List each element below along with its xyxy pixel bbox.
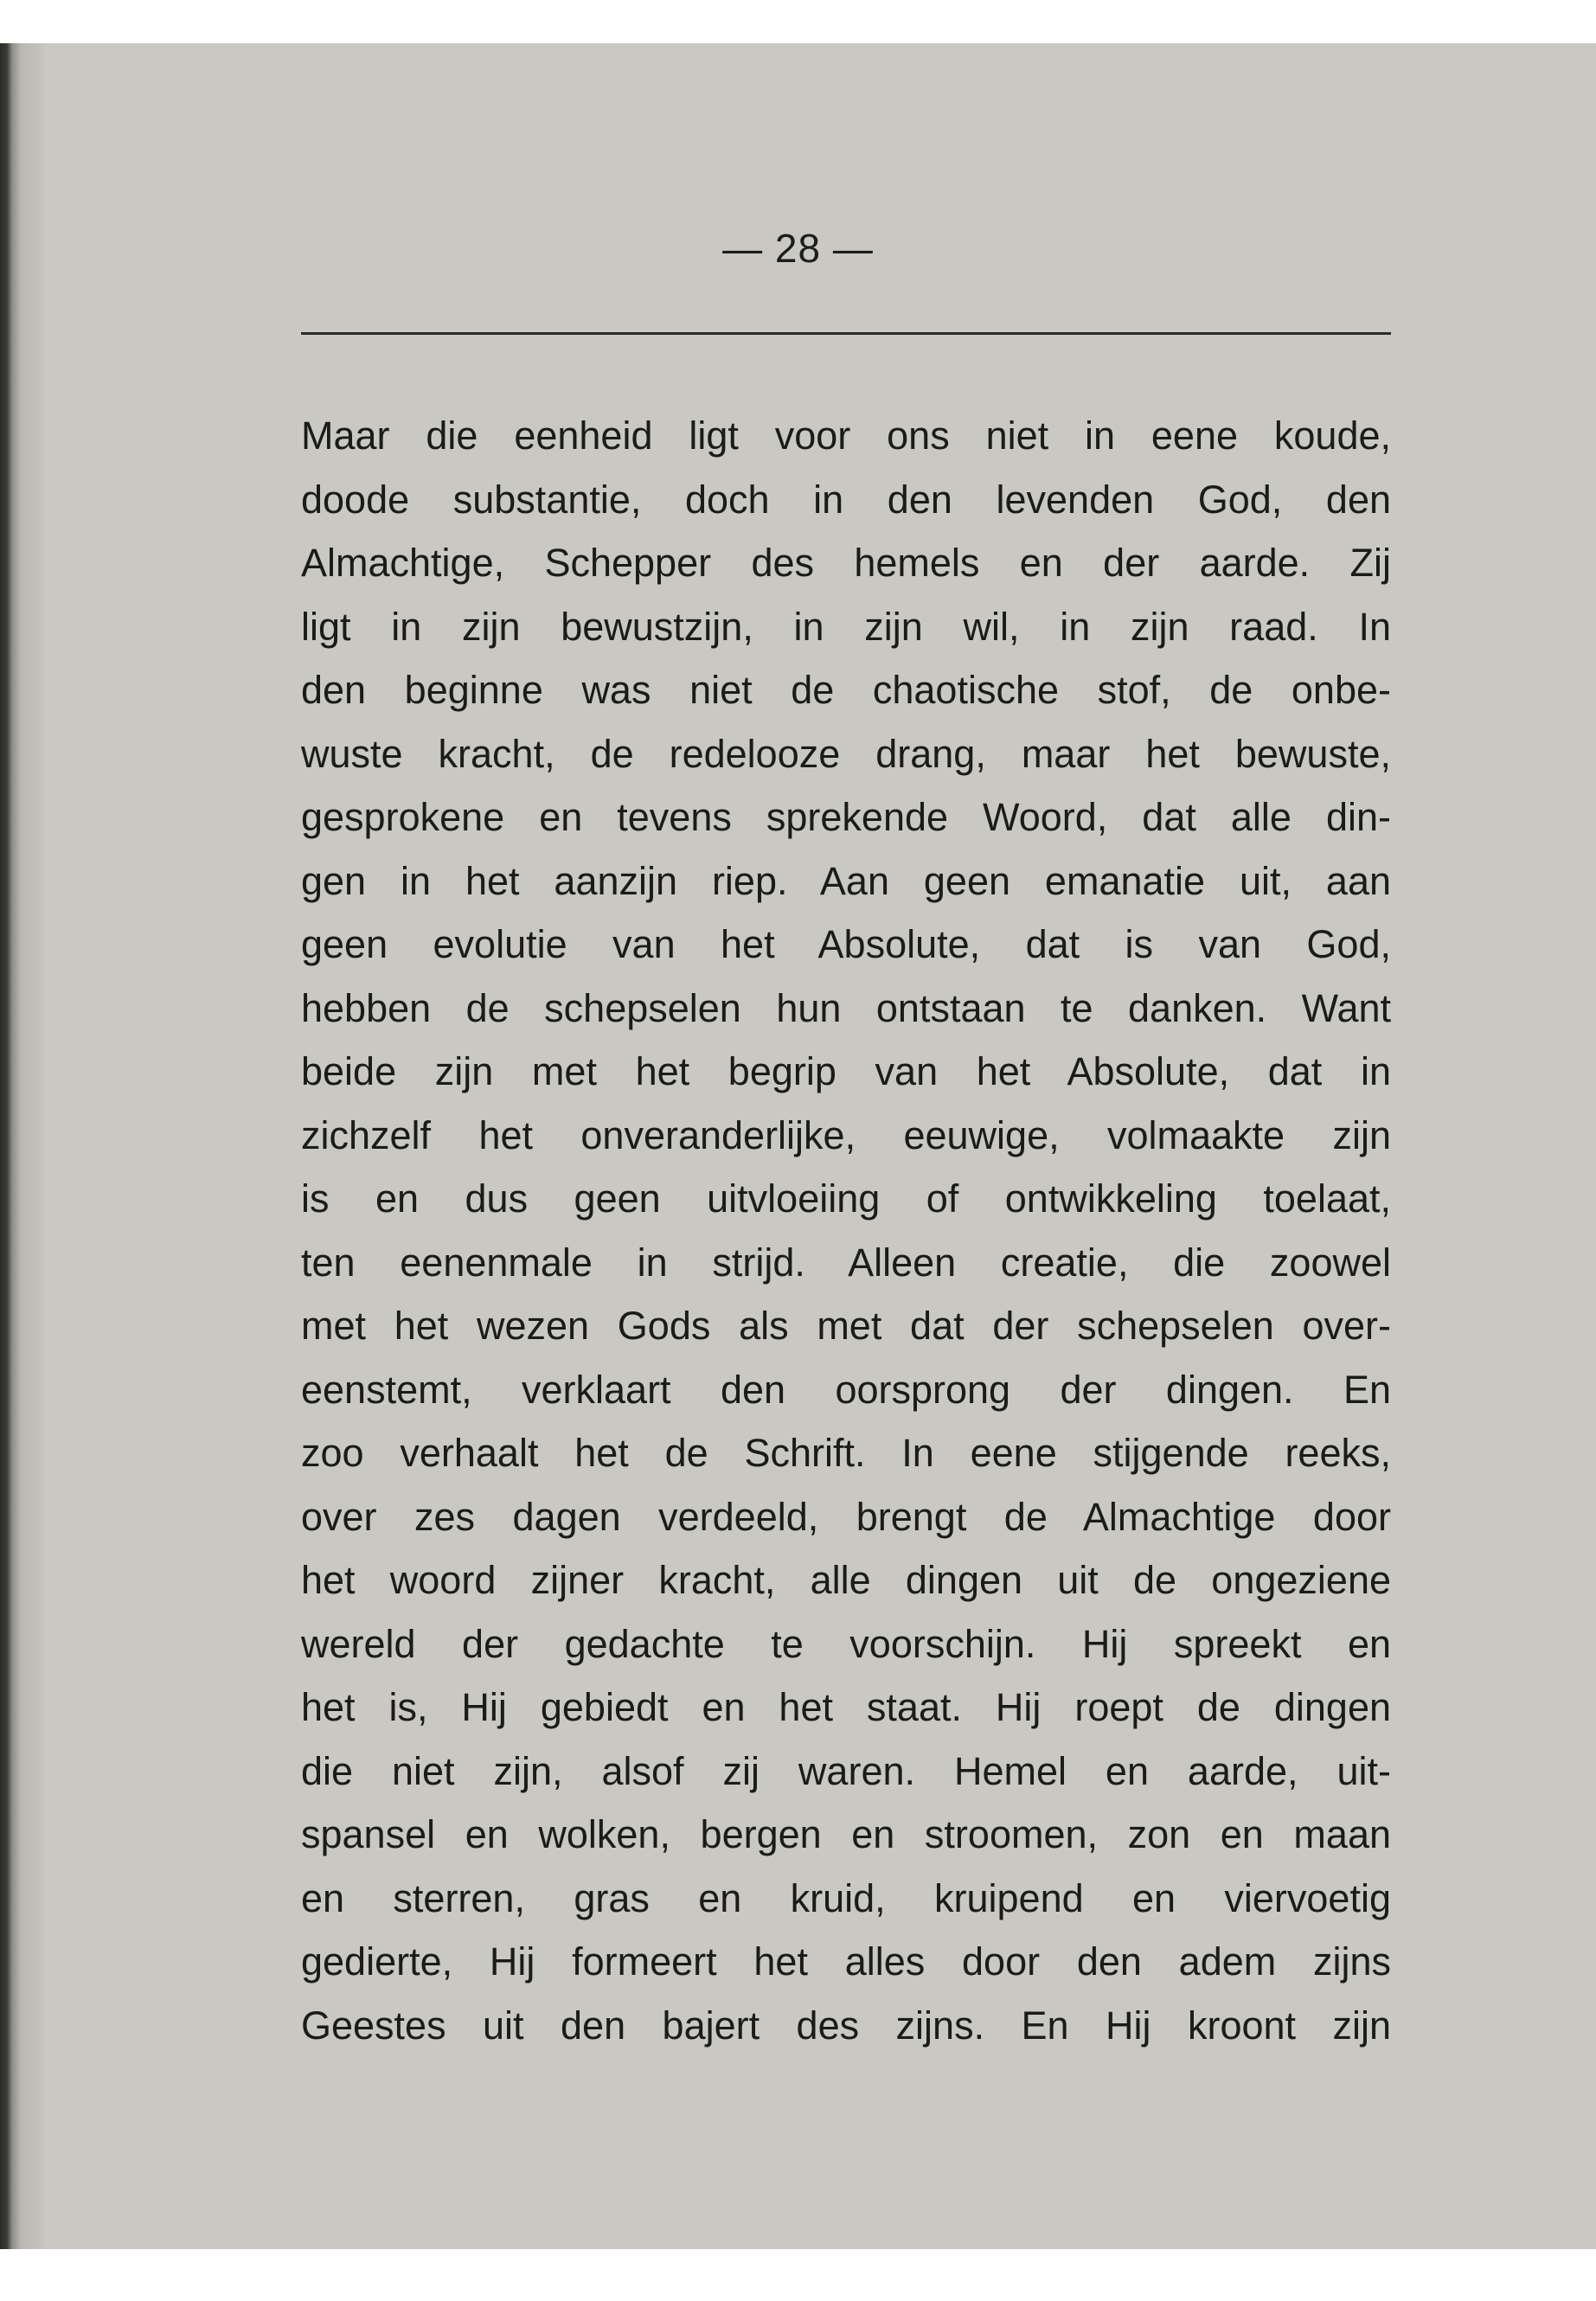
text-line: over zes dagen verdeeld, brengt de Almachtige door xyxy=(301,1494,1391,1539)
text-line: gen in het aanzijn riep. Aan geen emanatie uit, aan xyxy=(301,858,1391,903)
text-line: met het wezen Gods als met dat der schepselen over- xyxy=(301,1304,1391,1348)
book-spine-shadow xyxy=(0,43,45,2249)
text-line: den beginne was niet de chaotische stof, de onbe- xyxy=(301,668,1391,712)
text-line: Maar die eenheid ligt voor ons niet in eene koude, xyxy=(301,413,1391,458)
text-line: eenstemt, verklaart den oorsprong der dingen. En xyxy=(301,1367,1391,1412)
text-line: zoo verhaalt het de Schrift. In eene stijgende reeks, xyxy=(301,1431,1391,1475)
text-line: spansel en wolken, bergen en stroomen, zon en maan xyxy=(301,1812,1391,1856)
text-line: Almachtige, Schepper des hemels en der aarde. Zij xyxy=(301,541,1391,585)
text-line: Geestes uit den bajert des zijns. En Hij kroont zijn xyxy=(301,2003,1391,2048)
text-line: het woord zijner kracht, alle dingen uit de ongeziene xyxy=(301,1558,1391,1602)
body-text xyxy=(301,412,1391,2065)
header-rule xyxy=(301,332,1391,335)
text-line: wuste kracht, de redelooze drang, maar het bewuste, xyxy=(301,731,1391,776)
text-line: is en dus geen uitvloeiing of ontwikkeling toelaat, xyxy=(301,1176,1391,1221)
text-line: zichzelf het onveranderlijke, eeuwige, volmaakte zijn xyxy=(301,1112,1391,1157)
text-line: gesprokene en tevens sprekende Woord, dat alle din- xyxy=(301,795,1391,839)
text-line: het is, Hij gebiedt en het staat. Hij roept de dingen xyxy=(301,1685,1391,1729)
scanned-page xyxy=(0,43,1596,2249)
text-line: wereld der gedachte te voorschijn. Hij spreekt en xyxy=(301,1621,1391,1666)
text-line: en sterren, gras en kruid, kruipend en viervoetig xyxy=(301,1875,1391,1920)
text-line: doode substantie, doch in den levenden God, den xyxy=(301,477,1391,522)
text-line: gedierte, Hij formeert het alles door den adem zijns xyxy=(301,1939,1391,1984)
text-line: hebben de schepselen hun ontstaan te danken. Want xyxy=(301,985,1391,1030)
text-line: geen evolutie van het Absolute, dat is van God, xyxy=(301,922,1391,966)
text-line: ligt in zijn bewustzijn, in zijn wil, in zijn raad. In xyxy=(301,604,1391,649)
text-line: ten eenenmale in strijd. Alleen creatie, die zoowel xyxy=(301,1240,1391,1285)
text-line: beide zijn met het begrip van het Absolute, dat in xyxy=(301,1049,1391,1093)
text-line: die niet zijn, alsof zij waren. Hemel en aarde, uit- xyxy=(301,1748,1391,1793)
page-number: — 28 — xyxy=(722,226,874,271)
